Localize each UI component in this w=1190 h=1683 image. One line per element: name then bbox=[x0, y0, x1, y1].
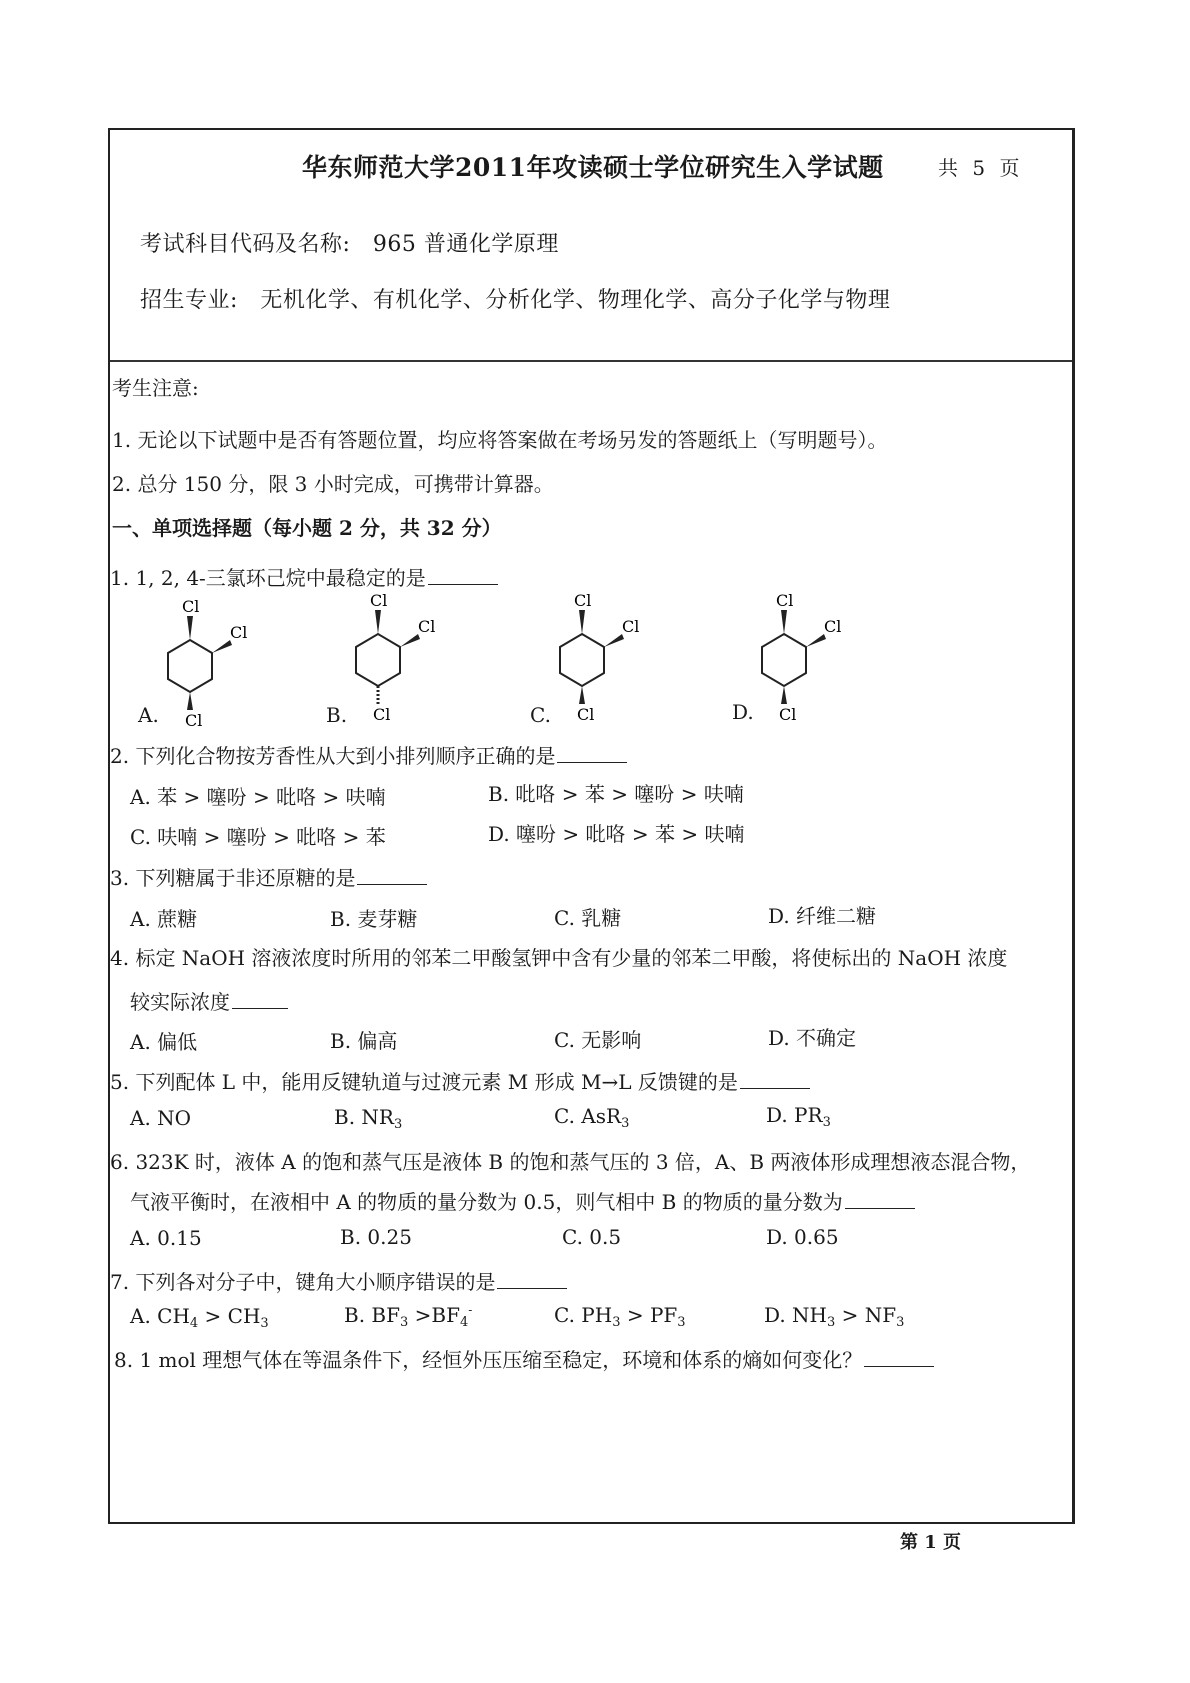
wedge-bond bbox=[212, 640, 232, 653]
atom-label: Cl bbox=[373, 705, 391, 722]
answer-blank bbox=[357, 866, 427, 885]
cyclohexane-ring bbox=[560, 634, 604, 686]
atom-label: Cl bbox=[370, 592, 388, 610]
wedge-bond bbox=[579, 610, 585, 634]
major-line bbox=[140, 283, 890, 314]
option-5a: A. NO bbox=[130, 1106, 192, 1130]
wedge-bond bbox=[187, 692, 193, 710]
atom-label: Cl bbox=[182, 598, 200, 616]
option-4a: A. 偏低 bbox=[130, 1030, 198, 1054]
option-3b: B. 麦芽糖 bbox=[330, 907, 418, 931]
option-3d: D. 纤维二糖 bbox=[768, 904, 877, 928]
header-divider bbox=[110, 360, 1072, 362]
exam-title: 华东师范大学2011年攻读硕士学位研究生入学试题 bbox=[302, 153, 884, 182]
option-1d: D. bbox=[732, 700, 754, 724]
question-4-stem-line-2: 较实际浓度 bbox=[130, 986, 288, 1015]
atom-label: Cl bbox=[776, 592, 794, 610]
wedge-bond bbox=[781, 610, 787, 634]
subject-value: 965 普通化学原理 bbox=[372, 232, 559, 257]
major-label: 招生专业: bbox=[140, 288, 238, 313]
cyclohexane-ring bbox=[762, 634, 806, 686]
subject-label: 考试科目代码及名称: bbox=[140, 232, 351, 257]
wedge-bond bbox=[187, 616, 193, 640]
page-number: 第 1 页 bbox=[900, 1532, 962, 1553]
option-3c: C. 乳糖 bbox=[554, 906, 622, 930]
question-7-stem: 7. 下列各对分子中，键角大小顺序错误的是 bbox=[110, 1266, 567, 1295]
option-2b: B. 吡咯 > 苯 > 噻吩 > 呋喃 bbox=[488, 782, 744, 806]
question-3-stem: 3. 下列糖属于非还原糖的是 bbox=[110, 862, 427, 891]
option-4d: D. 不确定 bbox=[768, 1026, 857, 1050]
wedge-bond bbox=[781, 686, 787, 704]
question-6-stem-line-1: 6. 323K 时，液体 A 的饱和蒸气压是液体 B 的饱和蒸气压的 3 倍，A、B 两液体形成理想液态混合物， bbox=[110, 1150, 1031, 1174]
option-3a: A. 蔗糖 bbox=[130, 907, 198, 931]
answer-blank bbox=[232, 990, 288, 1009]
wedge-bond bbox=[604, 634, 624, 647]
option-1a: A. bbox=[138, 703, 159, 727]
option-6c: C. 0.5 bbox=[562, 1225, 622, 1249]
option-2a: A. 苯 > 噻吩 > 吡咯 > 呋喃 bbox=[130, 785, 386, 809]
answer-blank bbox=[845, 1190, 915, 1209]
option-7d: D. $NH_3 > NF_3$ bbox=[764, 1303, 905, 1330]
wedge-bond bbox=[806, 634, 826, 647]
option-1b: B. bbox=[326, 703, 348, 727]
atom-label: Cl bbox=[622, 617, 640, 636]
cyclohexane-ring bbox=[356, 634, 400, 686]
notice-item-2: 2. 总分 150 分，限 3 小时完成，可携带计算器。 bbox=[112, 472, 554, 496]
major-value: 无机化学、有机化学、分析化学、物理化学、高分子化学与物理 bbox=[260, 288, 891, 313]
option-6a: A. 0.15 bbox=[130, 1226, 202, 1250]
atom-label: Cl bbox=[577, 705, 595, 722]
notice-item-1: 1. 无论以下试题中是否有答题位置，均应将答案做在考场另发的答题纸上（写明题号）。 bbox=[112, 428, 888, 452]
option-4c: C. 无影响 bbox=[554, 1028, 642, 1052]
question-1-stem: 1. 1, 2, 4-三氯环己烷中最稳定的是 bbox=[110, 562, 498, 591]
option-2c: C. 呋喃 > 噻吩 > 吡咯 > 苯 bbox=[130, 825, 386, 849]
option-6b: B. 0.25 bbox=[340, 1225, 412, 1249]
option-6d: D. 0.65 bbox=[766, 1225, 839, 1249]
option-7c: C. $PH_3 > PF_3$ bbox=[554, 1303, 686, 1330]
answer-blank bbox=[864, 1348, 934, 1367]
wedge-bond bbox=[579, 686, 585, 704]
question-4-stem-line-1: 4. 标定 NaOH 溶液浓度时所用的邻苯二甲酸氢钾中含有少量的邻苯二甲酸，将使标出的 NaOH 浓度 bbox=[110, 946, 1008, 970]
wedge-bond bbox=[400, 634, 420, 647]
option-5d: D. $PR_3$ bbox=[766, 1103, 831, 1130]
question-2-stem: 2. 下列化合物按芳香性从大到小排列顺序正确的是 bbox=[110, 740, 627, 769]
atom-label: Cl bbox=[185, 711, 203, 728]
option-4b: B. 偏高 bbox=[330, 1029, 398, 1053]
question-6-stem-line-2: 气液平衡时，在液相中 A 的物质的量分数为 0.5，则气相中 B 的物质的量分数为 bbox=[130, 1186, 915, 1215]
atom-label: Cl bbox=[574, 592, 592, 610]
question-8-stem: 8. 1 mol 理想气体在等温条件下，经恒外压压缩至稳定，环境和体系的熵如何变化？ bbox=[114, 1344, 934, 1373]
cyclohexane-ring bbox=[168, 640, 212, 692]
option-1c: C. bbox=[530, 703, 551, 727]
atom-label: Cl bbox=[230, 623, 248, 642]
option-7a: A. $CH_4 > CH_3$ bbox=[130, 1304, 269, 1331]
answer-blank bbox=[740, 1070, 810, 1089]
option-2d: D. 噻吩 > 吡咯 > 苯 > 呋喃 bbox=[488, 822, 745, 846]
answer-blank bbox=[497, 1270, 567, 1289]
atom-label: Cl bbox=[779, 705, 797, 722]
notice-heading: 考生注意: bbox=[112, 376, 199, 400]
answer-blank bbox=[557, 744, 627, 763]
option-5b: B. $NR_3$ bbox=[334, 1105, 403, 1132]
atom-label: Cl bbox=[418, 617, 436, 636]
atom-label: Cl bbox=[824, 617, 842, 636]
section-1-heading: 一、单项选择题（每小题 2 分，共 32 分） bbox=[112, 516, 502, 540]
option-7b: B. $BF_3 >BF_4^-$ bbox=[344, 1303, 473, 1330]
page-count: 共 5 页 bbox=[938, 156, 1024, 180]
option-5c: C. AsR$_3$ bbox=[554, 1104, 630, 1131]
question-5-stem: 5. 下列配体 L 中，能用反键轨道与过渡元素 M 形成 M→L 反馈键的是 bbox=[110, 1066, 810, 1095]
answer-blank bbox=[428, 566, 498, 585]
subject-line bbox=[140, 227, 559, 258]
wedge-bond bbox=[375, 610, 381, 634]
